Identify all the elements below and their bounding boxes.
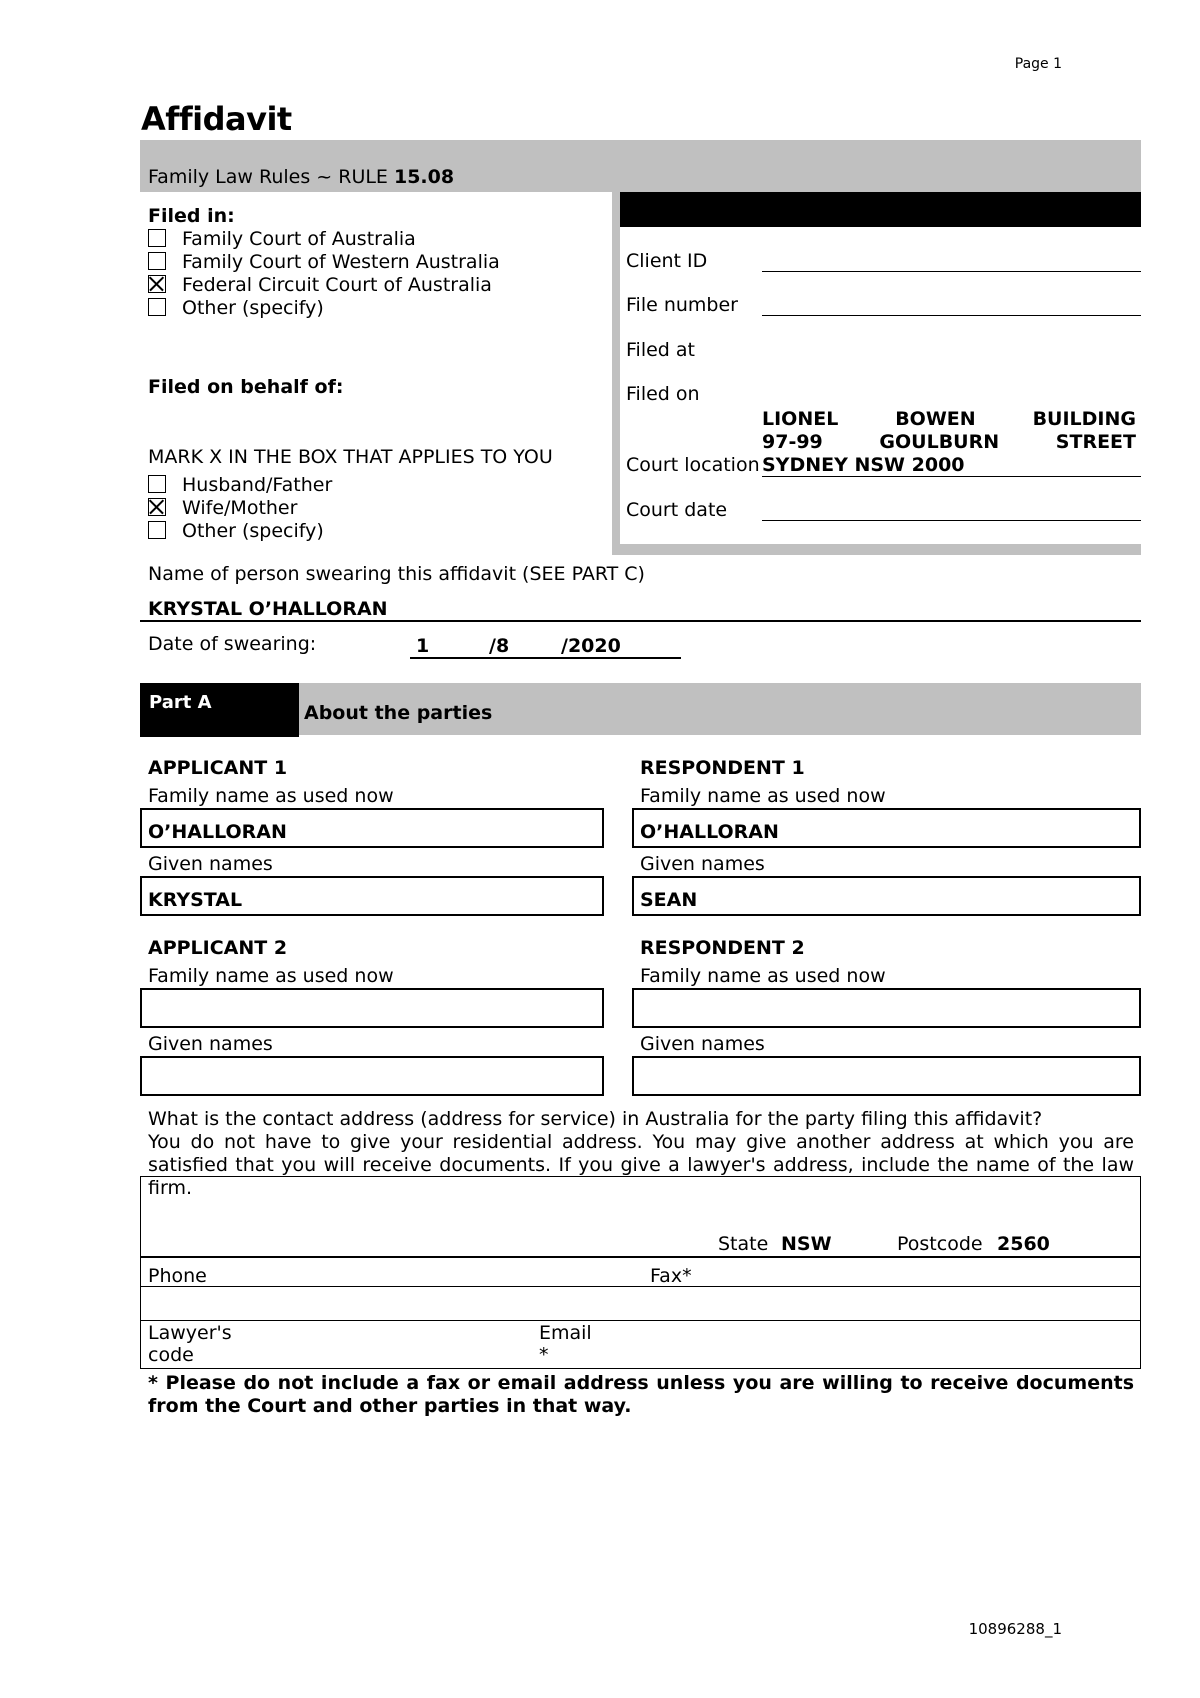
court-location-line2 <box>762 431 1136 453</box>
lawyer-row-divider <box>140 1320 1141 1321</box>
field-value: SEAN <box>640 889 698 911</box>
option-label: Wife/Mother <box>182 497 298 519</box>
filed-on-label: Filed on <box>626 383 700 405</box>
applicant-2-family-field[interactable] <box>140 988 604 1028</box>
state-label: State <box>718 1233 769 1255</box>
respondent-2-given-field[interactable] <box>632 1056 1141 1096</box>
swearing-date-day: 1 <box>416 635 430 657</box>
court-location-label: Court location <box>626 454 760 476</box>
court-location-word: LIONEL <box>762 408 839 430</box>
applicant-1-family-label: Family name as used now <box>148 785 394 807</box>
applicant-2-given-label: Given names <box>148 1033 273 1055</box>
swearing-date-month: /8 <box>489 635 510 657</box>
mark-x-instruction: MARK X IN THE BOX THAT APPLIES TO YOU <box>148 446 553 468</box>
phone-fax-field[interactable] <box>142 1288 1139 1318</box>
applicant-1-given-field[interactable] <box>140 876 604 916</box>
option-label: Other (specify) <box>182 520 324 542</box>
court-date-field[interactable] <box>762 520 1141 521</box>
court-date-label: Court date <box>626 499 728 521</box>
option-label: Husband/Father <box>182 474 333 496</box>
page-number: Page 1 <box>1014 56 1062 72</box>
address-note: You do not have to give your residential address. You may give another address at which you are satisfied that you will receive documents. If you give a lawyer's address, include the name of the law firm. <box>148 1131 1134 1199</box>
field-value: KRYSTAL <box>148 889 243 911</box>
email-star: * <box>539 1344 549 1366</box>
fax-label: Fax* <box>650 1265 692 1287</box>
option-label: Federal Circuit Court of Australia <box>182 274 492 296</box>
applicant-2-family-label: Family name as used now <box>148 965 394 987</box>
page-title: Affidavit <box>141 100 292 138</box>
respondent-1-family-label: Family name as used now <box>640 785 886 807</box>
court-panel-header <box>620 192 1141 227</box>
rule-number: 15.08 <box>393 166 455 188</box>
swearing-date-line[interactable] <box>410 657 681 659</box>
court-location-word: GOULBURN <box>879 431 1000 453</box>
court-location-word: BUILDING <box>1032 408 1136 430</box>
option-label: Other (specify) <box>182 297 324 319</box>
phone-row-divider <box>140 1286 1141 1287</box>
applicant-2-heading: APPLICANT 2 <box>148 937 288 959</box>
state-value: NSW <box>781 1233 832 1255</box>
respondent-1-given-field[interactable] <box>632 876 1141 916</box>
respondent-2-heading: RESPONDENT 2 <box>640 937 805 959</box>
rule-prefix: Family Law Rules ~ RULE <box>148 166 394 188</box>
court-location-word: 97-99 <box>762 431 823 453</box>
court-location-word: STREET <box>1055 431 1136 453</box>
document-number: 10896288_1 <box>968 1620 1062 1638</box>
respondent-2-family-label: Family name as used now <box>640 965 886 987</box>
respondent-1-given-label: Given names <box>640 853 765 875</box>
respondent-1-family-field[interactable] <box>632 808 1141 848</box>
court-location-word: BOWEN <box>895 408 976 430</box>
lawyers-code-label-1: Lawyer's <box>148 1322 232 1344</box>
checkbox[interactable] <box>148 229 166 247</box>
postcode-label: Postcode <box>897 1233 983 1255</box>
option-label: Family Court of Australia <box>182 228 416 250</box>
applicant-1-heading: APPLICANT 1 <box>148 757 288 779</box>
checkbox[interactable] <box>148 298 166 316</box>
court-location-field[interactable] <box>762 476 1141 477</box>
field-value: O’HALLORAN <box>148 821 287 843</box>
swearer-name-value: KRYSTAL O’HALLORAN <box>148 598 388 620</box>
court-location-line1 <box>762 408 1136 430</box>
client-id-label: Client ID <box>626 250 708 272</box>
checkbox-checked[interactable] <box>148 275 166 293</box>
respondent-1-heading: RESPONDENT 1 <box>640 757 805 779</box>
address-field[interactable] <box>140 1176 1141 1258</box>
field-value: O’HALLORAN <box>640 821 779 843</box>
rule-text <box>148 166 454 188</box>
phone-label: Phone <box>148 1265 207 1287</box>
file-number-label: File number <box>626 294 738 316</box>
part-a-title: About the parties <box>304 702 493 724</box>
checkbox[interactable] <box>148 521 166 539</box>
option-label: Family Court of Western Australia <box>182 251 500 273</box>
fax-email-footnote: * Please do not include a fax or email address unless you are willing to receive documents from the Court and other parties in that way. <box>148 1372 1134 1417</box>
swearer-name-label: Name of person swearing this affidavit (SEE PART C) <box>148 563 645 585</box>
court-location-line3: SYDNEY NSW 2000 <box>762 454 965 476</box>
applicant-2-given-field[interactable] <box>140 1056 604 1096</box>
applicant-1-family-field[interactable] <box>140 808 604 848</box>
respondent-2-given-label: Given names <box>640 1033 765 1055</box>
checkbox[interactable] <box>148 475 166 493</box>
applicant-1-given-label: Given names <box>148 853 273 875</box>
court-panel-inner <box>620 192 1141 544</box>
checkbox-checked[interactable] <box>148 498 166 516</box>
file-number-field[interactable] <box>762 315 1141 316</box>
filed-on-behalf-heading: Filed on behalf of: <box>148 376 344 398</box>
address-question: What is the contact address (address for service) in Australia for the party filing this affidavit? <box>148 1108 1043 1130</box>
respondent-2-family-field[interactable] <box>632 988 1141 1028</box>
filed-at-label: Filed at <box>626 339 695 361</box>
swearer-name-line[interactable] <box>140 620 1141 622</box>
postcode-value: 2560 <box>997 1233 1050 1255</box>
part-a-tag-label: Part A <box>149 692 212 713</box>
swearing-date-year: /2020 <box>561 635 621 657</box>
filed-in-heading: Filed in: <box>148 205 235 227</box>
email-label: Email <box>539 1322 592 1344</box>
checkbox[interactable] <box>148 252 166 270</box>
lawyers-code-label-2: code <box>148 1344 194 1366</box>
client-id-field[interactable] <box>762 271 1141 272</box>
swearing-date-label: Date of swearing: <box>148 633 317 655</box>
